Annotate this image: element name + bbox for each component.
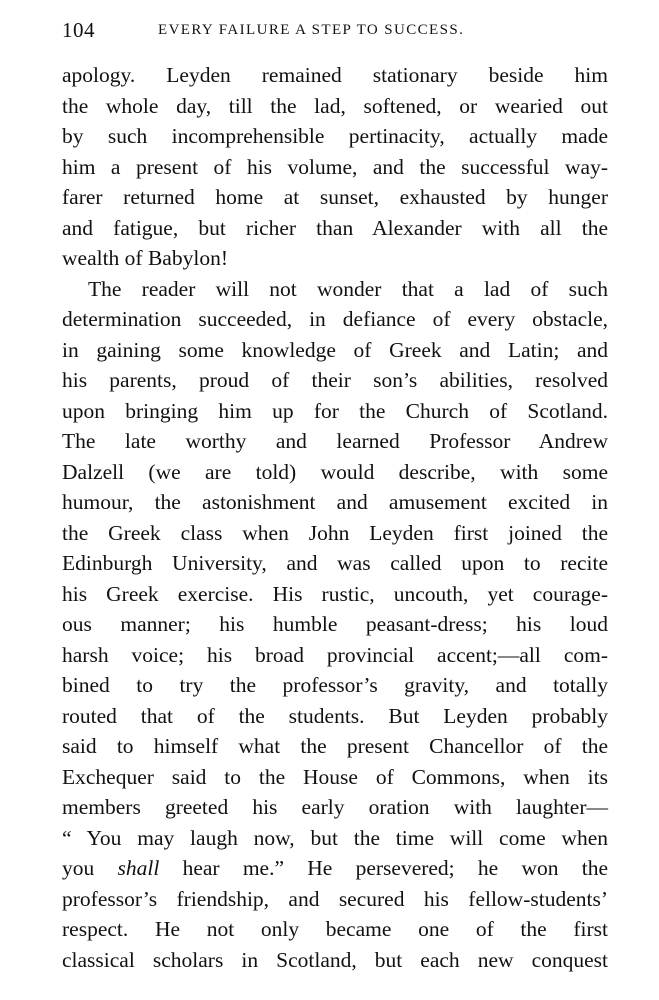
italic-word: shall: [117, 856, 160, 880]
text-line: Edinburgh University, and was called upon to recite: [62, 551, 608, 575]
text-line: by such incomprehensible pertinacity, actually made: [62, 124, 608, 148]
text-line: bined to try the professor’s gravity, and totally: [62, 673, 608, 697]
text-line: “ You may laugh now, but the time will come when: [62, 825, 608, 850]
text-line: ous manner; his humble peasant-dress; his loud: [62, 612, 608, 636]
text-line: harsh voice; his broad provincial accent;—all com-: [62, 642, 608, 667]
text-line: apology. Leyden remained stationary beside him: [62, 63, 608, 87]
text-segment: hear me.” He persevered; he won the: [182, 856, 608, 880]
text-line: members greeted his early oration with laughter—: [62, 795, 608, 819]
text-line: him a present of his volume, and the successful way-: [62, 154, 608, 179]
body-text: [62, 60, 608, 975]
text-line: Exchequer said to the House of Commons, when its: [62, 764, 608, 789]
text-line: the Greek class when John Leyden first joined the: [62, 520, 608, 545]
running-head: [62, 18, 608, 46]
text-line: farer returned home at sunset, exhausted by hunger: [62, 185, 608, 209]
text-line: and fatigue, but richer than Alexander with all the: [62, 215, 608, 240]
text-line: humour, the astonishment and amusement excited in: [62, 490, 608, 514]
text-line: his Greek exercise. His rustic, uncouth, yet courage-: [62, 581, 608, 606]
text-line: upon bringing him up for the Church of Scotland.: [62, 398, 608, 423]
text-line-with-italic: [62, 853, 608, 884]
text-line: The late worthy and learned Professor Andrew: [62, 429, 608, 453]
text-line: said to himself what the present Chancellor of the: [62, 734, 608, 758]
text-line: respect. He not only became one of the first: [62, 917, 608, 941]
text-line: The reader will not wonder that a lad of such: [88, 276, 608, 301]
text-line: wealth of Babylon!: [62, 246, 228, 270]
text-line: in gaining some knowledge of Greek and Latin; and: [62, 337, 608, 362]
text-segment: you: [62, 856, 95, 880]
text-line: determination succeeded, in defiance of every obstacle,: [62, 307, 608, 331]
page-number: 104: [62, 18, 95, 42]
text-line: Dalzell (we are told) would describe, with some: [62, 459, 608, 484]
running-title: EVERY FAILURE A STEP TO SUCCESS.: [158, 22, 465, 38]
text-line: the whole day, till the lad, softened, or wearied out: [62, 93, 608, 118]
text-line: routed that of the students. But Leyden probably: [62, 703, 608, 728]
text-line: his parents, proud of their son’s abilities, resolved: [62, 368, 608, 392]
text-line: professor’s friendship, and secured his fellow-students’: [62, 886, 608, 911]
text-line: classical scholars in Scotland, but each new conquest: [62, 947, 608, 972]
